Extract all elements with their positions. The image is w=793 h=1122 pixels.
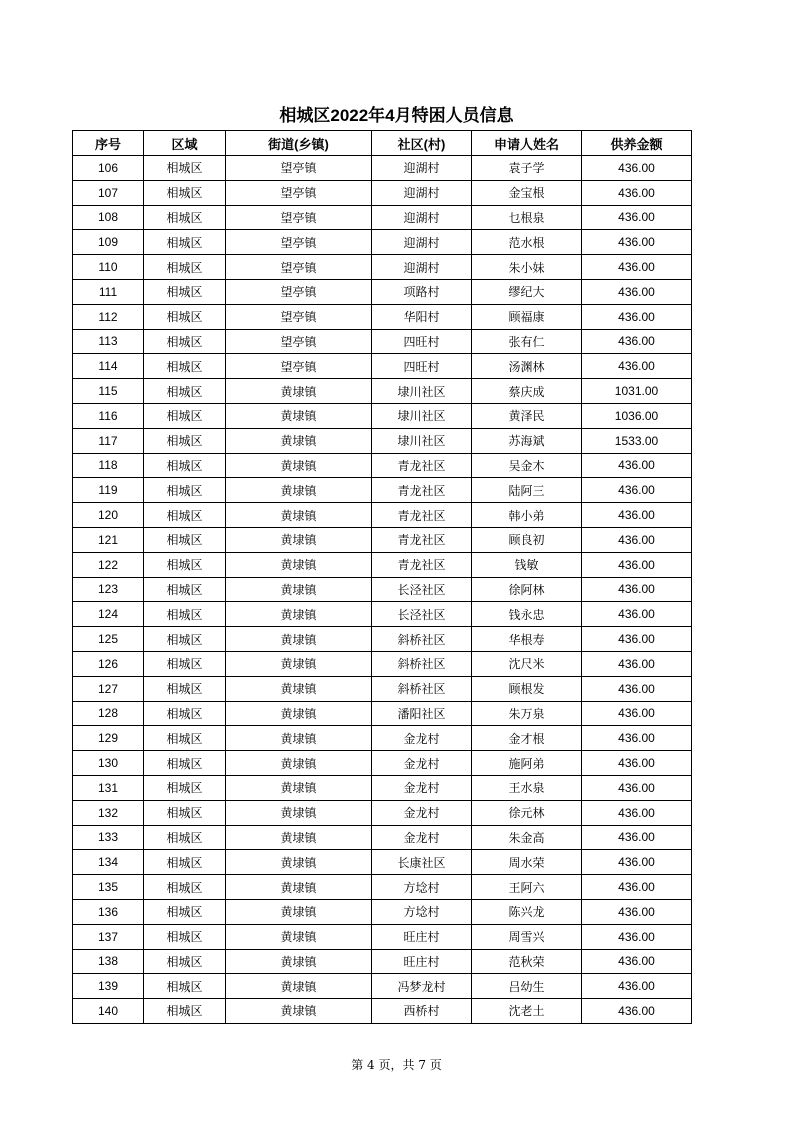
- cell-street: 黄埭镇: [226, 825, 372, 850]
- cell-support-amount: 436.00: [582, 676, 692, 701]
- cell-applicant-name: 汤渊林: [472, 354, 582, 379]
- cell-street: 望亭镇: [226, 304, 372, 329]
- cell-applicant-name: 陈兴龙: [472, 899, 582, 924]
- cell-support-amount: 1533.00: [582, 428, 692, 453]
- table-row: [73, 701, 692, 726]
- cell-district: 相城区: [144, 875, 226, 900]
- cell-district: 相城区: [144, 255, 226, 280]
- cell-index: 109: [73, 230, 144, 255]
- cell-applicant-name: 吴金木: [472, 453, 582, 478]
- cell-street: 望亭镇: [226, 205, 372, 230]
- cell-community: 旺庄村: [372, 949, 472, 974]
- cell-community: 四旺村: [372, 354, 472, 379]
- cell-street: 黄埭镇: [226, 676, 372, 701]
- cell-district: 相城区: [144, 329, 226, 354]
- cell-index: 129: [73, 726, 144, 751]
- cell-community: 迎湖村: [372, 156, 472, 181]
- cell-street: 黄埭镇: [226, 453, 372, 478]
- cell-community: 旺庄村: [372, 924, 472, 949]
- cell-district: 相城区: [144, 403, 226, 428]
- cell-street: 黄埭镇: [226, 701, 372, 726]
- cell-index: 139: [73, 974, 144, 999]
- cell-index: 134: [73, 850, 144, 875]
- cell-community: 金龙村: [372, 726, 472, 751]
- cell-street: 望亭镇: [226, 354, 372, 379]
- cell-support-amount: 436.00: [582, 701, 692, 726]
- page-footer: 第 4 页，共 7 页: [351, 1058, 442, 1072]
- table-row: [73, 304, 692, 329]
- cell-district: 相城区: [144, 577, 226, 602]
- cell-district: 相城区: [144, 230, 226, 255]
- cell-applicant-name: 王阿六: [472, 875, 582, 900]
- cell-street: 望亭镇: [226, 329, 372, 354]
- cell-community: 金龙村: [372, 800, 472, 825]
- cell-community: 青龙社区: [372, 552, 472, 577]
- cell-support-amount: 436.00: [582, 478, 692, 503]
- cell-community: 迎湖村: [372, 255, 472, 280]
- cell-district: 相城区: [144, 949, 226, 974]
- cell-support-amount: 436.00: [582, 800, 692, 825]
- cell-support-amount: 436.00: [582, 230, 692, 255]
- cell-district: 相城区: [144, 651, 226, 676]
- header-district: 区域: [144, 131, 226, 156]
- cell-applicant-name: 顾良初: [472, 527, 582, 552]
- cell-street: 黄埭镇: [226, 478, 372, 503]
- cell-index: 140: [73, 999, 144, 1024]
- cell-applicant-name: 钱敏: [472, 552, 582, 577]
- table-row: [73, 428, 692, 453]
- cell-district: 相城区: [144, 825, 226, 850]
- cell-applicant-name: 黄泽民: [472, 403, 582, 428]
- table-row: [73, 577, 692, 602]
- cell-support-amount: 436.00: [582, 577, 692, 602]
- cell-community: 潘阳社区: [372, 701, 472, 726]
- cell-index: 110: [73, 255, 144, 280]
- cell-community: 长康社区: [372, 850, 472, 875]
- cell-district: 相城区: [144, 552, 226, 577]
- cell-district: 相城区: [144, 180, 226, 205]
- cell-street: 黄埭镇: [226, 602, 372, 627]
- cell-street: 黄埭镇: [226, 577, 372, 602]
- table-row: [73, 354, 692, 379]
- cell-support-amount: 436.00: [582, 527, 692, 552]
- cell-index: 128: [73, 701, 144, 726]
- table-row: [73, 453, 692, 478]
- cell-applicant-name: 朱金高: [472, 825, 582, 850]
- cell-street: 黄埭镇: [226, 627, 372, 652]
- cell-community: 青龙社区: [372, 453, 472, 478]
- cell-index: 132: [73, 800, 144, 825]
- cell-street: 黄埭镇: [226, 875, 372, 900]
- cell-support-amount: 436.00: [582, 775, 692, 800]
- table-header-row: [73, 131, 692, 156]
- cell-support-amount: 436.00: [582, 949, 692, 974]
- table-row: [73, 403, 692, 428]
- cell-street: 黄埭镇: [226, 850, 372, 875]
- cell-street: 黄埭镇: [226, 899, 372, 924]
- table-row: [73, 279, 692, 304]
- header-index: 序号: [73, 131, 144, 156]
- table-row: [73, 552, 692, 577]
- cell-index: 130: [73, 751, 144, 776]
- cell-support-amount: 436.00: [582, 825, 692, 850]
- cell-district: 相城区: [144, 800, 226, 825]
- table-body: [73, 156, 692, 1024]
- cell-applicant-name: 缪纪大: [472, 279, 582, 304]
- cell-district: 相城区: [144, 726, 226, 751]
- cell-district: 相城区: [144, 627, 226, 652]
- cell-district: 相城区: [144, 850, 226, 875]
- table-row: [73, 478, 692, 503]
- cell-support-amount: 436.00: [582, 552, 692, 577]
- cell-street: 望亭镇: [226, 180, 372, 205]
- table-row: [73, 503, 692, 528]
- table-row: [73, 999, 692, 1024]
- cell-community: 金龙村: [372, 751, 472, 776]
- cell-index: 137: [73, 924, 144, 949]
- cell-district: 相城区: [144, 304, 226, 329]
- cell-district: 相城区: [144, 676, 226, 701]
- cell-community: 方埝村: [372, 899, 472, 924]
- cell-index: 124: [73, 602, 144, 627]
- cell-applicant-name: 朱小妹: [472, 255, 582, 280]
- table-row: [73, 156, 692, 181]
- cell-index: 120: [73, 503, 144, 528]
- cell-applicant-name: 金宝根: [472, 180, 582, 205]
- cell-community: 迎湖村: [372, 180, 472, 205]
- cell-applicant-name: 韩小弟: [472, 503, 582, 528]
- cell-street: 黄埭镇: [226, 800, 372, 825]
- cell-index: 114: [73, 354, 144, 379]
- cell-index: 117: [73, 428, 144, 453]
- cell-applicant-name: 金才根: [472, 726, 582, 751]
- cell-street: 黄埭镇: [226, 924, 372, 949]
- cell-applicant-name: 徐元林: [472, 800, 582, 825]
- table-row: [73, 899, 692, 924]
- cell-applicant-name: 周水荣: [472, 850, 582, 875]
- table-row: [73, 676, 692, 701]
- cell-applicant-name: 钱永忠: [472, 602, 582, 627]
- cell-support-amount: 436.00: [582, 453, 692, 478]
- cell-index: 121: [73, 527, 144, 552]
- cell-community: 青龙社区: [372, 503, 472, 528]
- cell-support-amount: 436.00: [582, 627, 692, 652]
- table-row: [73, 180, 692, 205]
- cell-index: 135: [73, 875, 144, 900]
- cell-index: 112: [73, 304, 144, 329]
- cell-index: 118: [73, 453, 144, 478]
- cell-index: 122: [73, 552, 144, 577]
- cell-district: 相城区: [144, 701, 226, 726]
- table-row: [73, 924, 692, 949]
- cell-street: 黄埭镇: [226, 751, 372, 776]
- cell-applicant-name: 袁子学: [472, 156, 582, 181]
- cell-street: 黄埭镇: [226, 403, 372, 428]
- cell-support-amount: 436.00: [582, 924, 692, 949]
- cell-district: 相城区: [144, 453, 226, 478]
- cell-index: 107: [73, 180, 144, 205]
- table-row: [73, 875, 692, 900]
- table-row: [73, 974, 692, 999]
- cell-support-amount: 436.00: [582, 156, 692, 181]
- cell-support-amount: 436.00: [582, 875, 692, 900]
- cell-community: 斜桥社区: [372, 676, 472, 701]
- cell-support-amount: 1031.00: [582, 379, 692, 404]
- cell-community: 迎湖村: [372, 230, 472, 255]
- table-row: [73, 379, 692, 404]
- cell-applicant-name: 施阿弟: [472, 751, 582, 776]
- cell-district: 相城区: [144, 999, 226, 1024]
- cell-support-amount: 436.00: [582, 503, 692, 528]
- cell-community: 长泾社区: [372, 602, 472, 627]
- cell-district: 相城区: [144, 602, 226, 627]
- cell-street: 黄埭镇: [226, 775, 372, 800]
- cell-street: 黄埭镇: [226, 503, 372, 528]
- cell-district: 相城区: [144, 354, 226, 379]
- cell-street: 望亭镇: [226, 255, 372, 280]
- cell-community: 埭川社区: [372, 403, 472, 428]
- cell-applicant-name: 陆阿三: [472, 478, 582, 503]
- cell-community: 埭川社区: [372, 428, 472, 453]
- cell-applicant-name: 蔡庆成: [472, 379, 582, 404]
- cell-support-amount: 436.00: [582, 999, 692, 1024]
- cell-applicant-name: 范水根: [472, 230, 582, 255]
- table-row: [73, 255, 692, 280]
- cell-street: 黄埭镇: [226, 527, 372, 552]
- cell-support-amount: 436.00: [582, 304, 692, 329]
- cell-support-amount: 436.00: [582, 899, 692, 924]
- cell-community: 项路村: [372, 279, 472, 304]
- table-row: [73, 205, 692, 230]
- cell-index: 136: [73, 899, 144, 924]
- cell-district: 相城区: [144, 527, 226, 552]
- personnel-table: [72, 130, 692, 1024]
- cell-support-amount: 436.00: [582, 974, 692, 999]
- cell-support-amount: 436.00: [582, 180, 692, 205]
- cell-community: 四旺村: [372, 329, 472, 354]
- cell-applicant-name: 顾福康: [472, 304, 582, 329]
- table-row: [73, 602, 692, 627]
- cell-district: 相城区: [144, 156, 226, 181]
- cell-street: 黄埭镇: [226, 552, 372, 577]
- table-row: [73, 726, 692, 751]
- cell-district: 相城区: [144, 974, 226, 999]
- cell-street: 望亭镇: [226, 156, 372, 181]
- cell-support-amount: 436.00: [582, 850, 692, 875]
- table-row: [73, 775, 692, 800]
- table-row: [73, 527, 692, 552]
- cell-support-amount: 436.00: [582, 329, 692, 354]
- cell-index: 106: [73, 156, 144, 181]
- header-street: 街道(乡镇): [226, 131, 372, 156]
- cell-district: 相城区: [144, 751, 226, 776]
- cell-street: 黄埭镇: [226, 974, 372, 999]
- header-applicant-name: 申请人姓名: [472, 131, 582, 156]
- cell-applicant-name: 华根寿: [472, 627, 582, 652]
- cell-street: 望亭镇: [226, 279, 372, 304]
- table-row: [73, 800, 692, 825]
- header-community: 社区(村): [372, 131, 472, 156]
- table-row: [73, 651, 692, 676]
- cell-applicant-name: 苏海斌: [472, 428, 582, 453]
- cell-support-amount: 436.00: [582, 726, 692, 751]
- cell-street: 黄埭镇: [226, 651, 372, 676]
- cell-community: 西桥村: [372, 999, 472, 1024]
- cell-district: 相城区: [144, 379, 226, 404]
- cell-applicant-name: 王水泉: [472, 775, 582, 800]
- table-row: [73, 850, 692, 875]
- cell-support-amount: 436.00: [582, 354, 692, 379]
- cell-district: 相城区: [144, 775, 226, 800]
- cell-support-amount: 436.00: [582, 255, 692, 280]
- table-row: [73, 751, 692, 776]
- cell-applicant-name: 朱万泉: [472, 701, 582, 726]
- cell-index: 131: [73, 775, 144, 800]
- cell-community: 埭川社区: [372, 379, 472, 404]
- cell-index: 115: [73, 379, 144, 404]
- cell-community: 青龙社区: [372, 527, 472, 552]
- table-row: [73, 627, 692, 652]
- cell-district: 相城区: [144, 899, 226, 924]
- cell-index: 126: [73, 651, 144, 676]
- header-support-amount: 供养金额: [582, 131, 692, 156]
- table-row: [73, 825, 692, 850]
- cell-street: 黄埭镇: [226, 726, 372, 751]
- cell-street: 黄埭镇: [226, 999, 372, 1024]
- table-row: [73, 230, 692, 255]
- cell-support-amount: 436.00: [582, 651, 692, 676]
- cell-index: 108: [73, 205, 144, 230]
- cell-applicant-name: 沈老土: [472, 999, 582, 1024]
- cell-index: 116: [73, 403, 144, 428]
- cell-community: 金龙村: [372, 825, 472, 850]
- cell-index: 123: [73, 577, 144, 602]
- cell-community: 迎湖村: [372, 205, 472, 230]
- cell-community: 金龙村: [372, 775, 472, 800]
- cell-community: 华阳村: [372, 304, 472, 329]
- cell-applicant-name: 乜根泉: [472, 205, 582, 230]
- table-row: [73, 949, 692, 974]
- cell-community: 冯梦龙村: [372, 974, 472, 999]
- cell-applicant-name: 范秋荣: [472, 949, 582, 974]
- cell-applicant-name: 徐阿林: [472, 577, 582, 602]
- cell-support-amount: 436.00: [582, 205, 692, 230]
- cell-district: 相城区: [144, 924, 226, 949]
- cell-index: 111: [73, 279, 144, 304]
- cell-index: 125: [73, 627, 144, 652]
- cell-applicant-name: 吕幼生: [472, 974, 582, 999]
- cell-street: 黄埭镇: [226, 379, 372, 404]
- document-title: 相城区2022年4月特困人员信息: [279, 106, 514, 125]
- cell-community: 青龙社区: [372, 478, 472, 503]
- cell-district: 相城区: [144, 279, 226, 304]
- cell-support-amount: 436.00: [582, 602, 692, 627]
- cell-applicant-name: 顾根发: [472, 676, 582, 701]
- cell-index: 119: [73, 478, 144, 503]
- cell-applicant-name: 周雪兴: [472, 924, 582, 949]
- cell-district: 相城区: [144, 503, 226, 528]
- cell-index: 133: [73, 825, 144, 850]
- cell-applicant-name: 沈尺米: [472, 651, 582, 676]
- cell-applicant-name: 张有仁: [472, 329, 582, 354]
- table-row: [73, 329, 692, 354]
- cell-street: 望亭镇: [226, 230, 372, 255]
- cell-district: 相城区: [144, 205, 226, 230]
- cell-index: 138: [73, 949, 144, 974]
- cell-district: 相城区: [144, 478, 226, 503]
- cell-community: 方埝村: [372, 875, 472, 900]
- cell-support-amount: 436.00: [582, 751, 692, 776]
- cell-community: 斜桥社区: [372, 627, 472, 652]
- cell-community: 长泾社区: [372, 577, 472, 602]
- cell-community: 斜桥社区: [372, 651, 472, 676]
- cell-street: 黄埭镇: [226, 428, 372, 453]
- cell-street: 黄埭镇: [226, 949, 372, 974]
- cell-index: 127: [73, 676, 144, 701]
- cell-support-amount: 436.00: [582, 279, 692, 304]
- cell-district: 相城区: [144, 428, 226, 453]
- cell-support-amount: 1036.00: [582, 403, 692, 428]
- cell-index: 113: [73, 329, 144, 354]
